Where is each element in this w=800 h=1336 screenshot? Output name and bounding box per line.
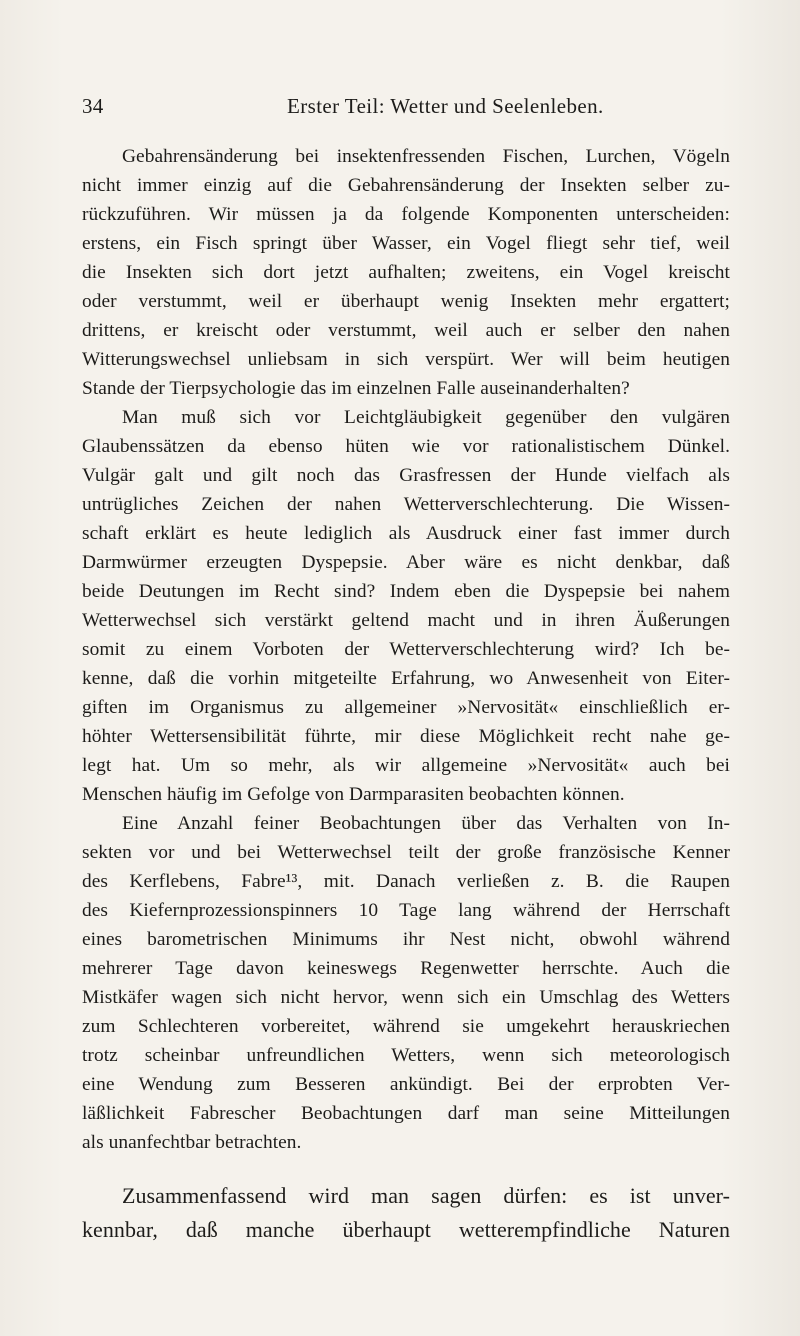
text-line: Stande der Tierpsychologie das im einzelnen Falle auseinanderhalten? [82,378,630,399]
text-line: mehrerer Tage davon keineswegs Regenwetter herrschte. Auch die [82,958,730,979]
text-line: Menschen häufig im Gefolge von Darmparasiten beobachten können. [82,784,625,805]
body-text [82,142,730,1247]
text-line: somit zu einem Vorboten der Wetterverschlechterung wird? Ich be- [82,639,730,660]
text-line: als unanfechtbar betrachten. [82,1132,302,1153]
text-line: oder verstummt, weil er überhaupt wenig Insekten mehr ergattert; [82,291,730,312]
text-line: zum Schlechteren vorbereitet, während sie umgekehrt herauskriechen [82,1016,730,1037]
text-line: beide Deutungen im Recht sind? Indem eben die Dyspepsie bei nahem [82,581,730,602]
page-header [82,94,732,126]
text-line: legt hat. Um so mehr, als wir allgemeine »Nervosität« auch bei [82,755,730,776]
text-line: schaft erklärt es heute lediglich als Ausdruck einer fast immer durch [82,523,730,544]
text-line: rückzuführen. Wir müssen ja da folgende Komponenten unterscheiden: [82,204,730,225]
page-number: 34 [82,94,104,118]
text-line: drittens, er kreischt oder verstummt, weil auch er selber den nahen [82,320,730,341]
text-line: Darmwürmer erzeugten Dyspepsie. Aber wäre es nicht denkbar, daß [82,552,730,573]
text-line: Gebahrensänderung bei insektenfressenden Fischen, Lurchen, Vögeln [122,146,730,167]
summary-line: kennbar, daß manche überhaupt wetterempfindliche Naturen [82,1217,730,1242]
text-line: untrügliches Zeichen der nahen Wetterverschlechterung. Die Wissen- [82,494,730,515]
text-line: läßlichkeit Fabrescher Beobachtungen darf man seine Mitteilungen [82,1103,730,1124]
running-title: Erster Teil: Wetter und Seelenleben. [287,94,604,118]
text-line: höhter Wettersensibilität führte, mir diese Möglichkeit recht nahe ge- [82,726,730,747]
text-line: kenne, daß die vorhin mitgeteilte Erfahrung, wo Anwesenheit von Eiter- [82,668,730,689]
text-line: des Kiefernprozessionspinners 10 Tage lang während der Herrschaft [82,900,730,921]
text-line: Man muß sich vor Leichtgläubigkeit gegenüber den vulgären [122,407,730,428]
text-line: die Insekten sich dort jetzt aufhalten; zweitens, ein Vogel kreischt [82,262,730,283]
text-line: Vulgär galt und gilt noch das Grasfressen der Hunde vielfach als [82,465,730,486]
text-line: giften im Organismus zu allgemeiner »Nervosität« einschließlich er- [82,697,730,718]
text-line: Wetterwechsel sich verstärkt geltend macht und in ihren Äußerungen [82,610,730,631]
text-line: trotz scheinbar unfreundlichen Wetters, wenn sich meteorologisch [82,1045,730,1066]
text-line: Eine Anzahl feiner Beobachtungen über das Verhalten von In- [122,813,730,834]
text-line: des Kerflebens, Fabre¹³, mit. Danach verließen z. B. die Raupen [82,871,730,892]
text-line: erstens, ein Fisch springt über Wasser, ein Vogel fliegt sehr tief, weil [82,233,730,254]
text-line: sekten vor und bei Wetterwechsel teilt der große französische Kenner [82,842,730,863]
text-line: eine Wendung zum Besseren ankündigt. Bei der erprobten Ver- [82,1074,730,1095]
text-line: nicht immer einzig auf die Gebahrensänderung der Insekten selber zu- [82,175,730,196]
text-line: eines barometrischen Minimums ihr Nest nicht, obwohl während [82,929,730,950]
paragraph-gap [82,1157,730,1179]
text-line: Mistkäfer wagen sich nicht hervor, wenn sich ein Umschlag des Wetters [82,987,730,1008]
summary-line: Zusammenfassend wird man sagen dürfen: es ist unver- [122,1183,730,1208]
text-line: Witterungswechsel unliebsam in sich verspürt. Wer will beim heutigen [82,349,730,370]
text-line: Glaubenssätzen da ebenso hüten wie vor rationalistischem Dünkel. [82,436,730,457]
